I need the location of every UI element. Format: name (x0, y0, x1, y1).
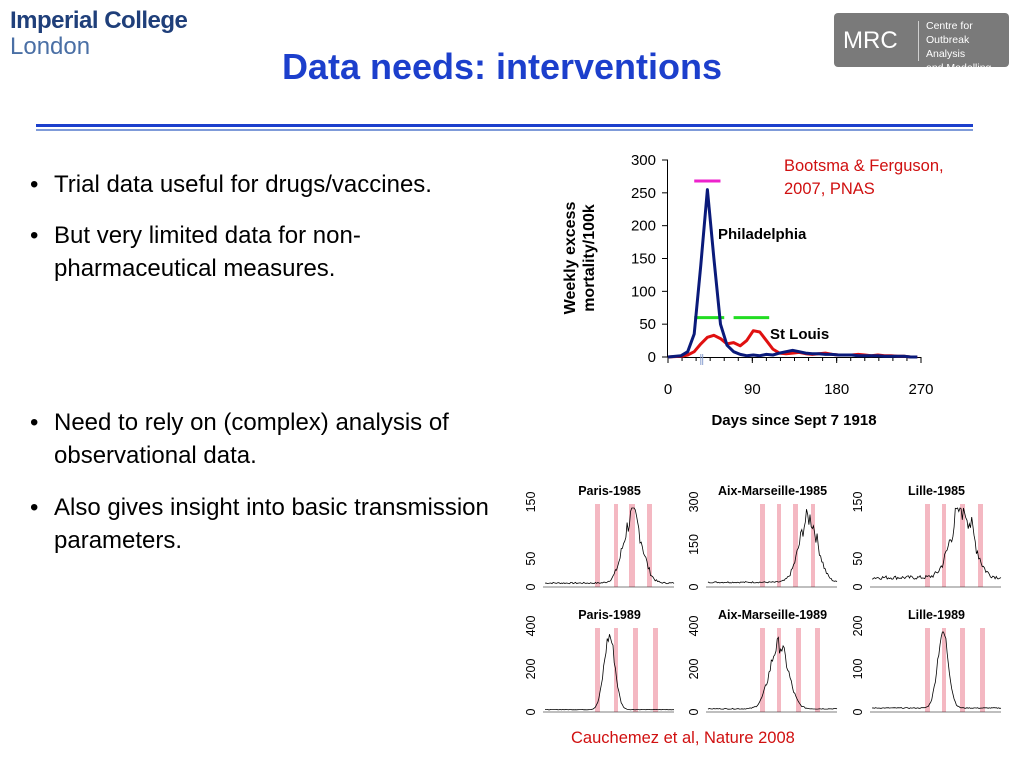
closure-band (653, 628, 658, 712)
logo-line-1: Imperial College (10, 7, 188, 34)
panel-title: Paris-1985 (578, 484, 641, 498)
y-tick-label: 300 (630, 152, 656, 169)
incidence-trace (708, 637, 837, 709)
closure-band (925, 504, 930, 587)
st-louis-label: St Louis (770, 326, 830, 343)
bullet-item (30, 491, 510, 557)
bullet-text: Also gives insight into basic transmission parameters. (54, 494, 489, 554)
panel-y-tick-label: 0 (524, 583, 538, 591)
panel-y-tick-label: 150 (851, 491, 865, 513)
x-tick-label: 270 (908, 381, 934, 398)
y-axis-label-line2: mortality/100k (581, 204, 598, 312)
panel-y-tick-label: 200 (851, 615, 865, 637)
panel-y-tick-label: 300 (687, 491, 701, 513)
y-tick-label: 0 (647, 349, 656, 366)
closure-band (629, 504, 635, 587)
philadelphia-label: Philadelphia (718, 226, 807, 243)
bullet-item (30, 168, 510, 201)
y-tick-label: 150 (630, 250, 656, 268)
x-tick-label: 180 (824, 381, 850, 398)
incidence-trace (545, 634, 674, 710)
y-tick-label: 50 (639, 316, 656, 334)
city-panel (524, 608, 674, 715)
x-axis-label: Days since Sept 7 1918 (711, 412, 877, 429)
series-line-philadelphia (668, 190, 917, 357)
title-divider-light (36, 129, 973, 131)
incidence-trace (872, 632, 1001, 708)
citation-cauchemez: Cauchemez et al, Nature 2008 (571, 729, 795, 747)
bullet-item (30, 406, 510, 472)
city-panel (687, 484, 837, 590)
panel-y-tick-label: 200 (687, 658, 701, 680)
panel-y-tick-label: 0 (851, 583, 865, 591)
panel-title: Aix-Marseille-1985 (717, 484, 828, 498)
bullet-dot: • (30, 494, 39, 521)
closure-band (942, 628, 946, 712)
closure-band (793, 504, 798, 587)
bullet-dot: • (30, 222, 39, 249)
x-tick-label: 0 (663, 381, 673, 398)
closure-band (980, 628, 985, 712)
closure-band (614, 628, 618, 712)
panel-y-tick-label: 0 (687, 708, 701, 716)
bullet-dot: • (30, 171, 39, 198)
bullet-text: Trial data useful for drugs/vaccines. (54, 171, 432, 198)
title-divider (36, 124, 973, 127)
closure-band (595, 628, 600, 712)
mrc-line-1: Centre for (926, 20, 973, 32)
city-panel (851, 608, 1001, 715)
logo-line-2: London (10, 33, 91, 60)
closure-band (960, 628, 965, 712)
panel-y-tick-label: 50 (524, 551, 538, 566)
mrc-line-2: Outbreak Analysis (926, 34, 970, 60)
closure-band (942, 504, 946, 587)
y-tick-label: 200 (630, 217, 656, 235)
panel-y-tick-label: 0 (687, 583, 701, 591)
panel-y-tick-label: 50 (851, 551, 865, 566)
closure-band (811, 504, 815, 587)
panel-y-tick-label: 150 (524, 491, 538, 513)
y-tick-label: 250 (630, 184, 656, 202)
closure-band (978, 504, 983, 587)
series-line-st-louis (668, 331, 917, 357)
mrc-abbr: MRC (843, 27, 898, 54)
closure-band (925, 628, 930, 712)
incidence-trace (708, 509, 837, 583)
citation-line-2: 2007, PNAS (784, 180, 875, 198)
y-axis-label: Weekly excess (562, 201, 579, 315)
incidence-trace (872, 508, 1001, 579)
closure-band (647, 504, 652, 587)
bullet-text: Need to rely on (complex) analysis of observational data. (54, 409, 449, 469)
panel-title: Lille-1985 (908, 484, 965, 498)
city-panel (851, 484, 1001, 590)
panel-y-tick-label: 400 (524, 615, 538, 637)
closure-band (960, 504, 965, 587)
citation-bootsma (784, 155, 944, 201)
closure-band (760, 628, 765, 712)
closure-band (760, 504, 765, 587)
panel-y-tick-label: 0 (524, 708, 538, 716)
closure-band (595, 504, 600, 587)
x-tick-label: 90 (743, 381, 761, 398)
panel-y-tick-label: 150 (687, 534, 701, 555)
closure-band (815, 628, 820, 712)
closure-band (796, 628, 801, 712)
bullet-text: But very limited data for non-pharmaceutical measures. (54, 222, 361, 282)
incidence-trace (545, 508, 674, 584)
closure-band (614, 504, 618, 587)
citation-line-1: Bootsma & Ferguson, (784, 157, 944, 175)
city-panel (524, 484, 674, 590)
city-panel (687, 608, 837, 715)
closure-band (777, 504, 781, 587)
panel-title: Paris-1989 (578, 608, 641, 622)
slide-title: Data needs: interventions (281, 46, 723, 87)
closure-band (633, 628, 638, 712)
panel-title: Lille-1989 (908, 608, 965, 622)
mrc-line-3: and Modelling (926, 62, 992, 74)
panel-y-tick-label: 200 (524, 658, 538, 680)
panel-y-tick-label: 100 (851, 658, 865, 680)
closure-band (777, 628, 781, 712)
bullet-dot: • (30, 409, 39, 436)
y-tick-label: 100 (630, 283, 656, 301)
panel-y-tick-label: 400 (687, 615, 701, 637)
panel-y-tick-label: 0 (851, 708, 865, 716)
bullet-item (30, 219, 510, 285)
panel-title: Aix-Marseille-1989 (717, 608, 828, 622)
